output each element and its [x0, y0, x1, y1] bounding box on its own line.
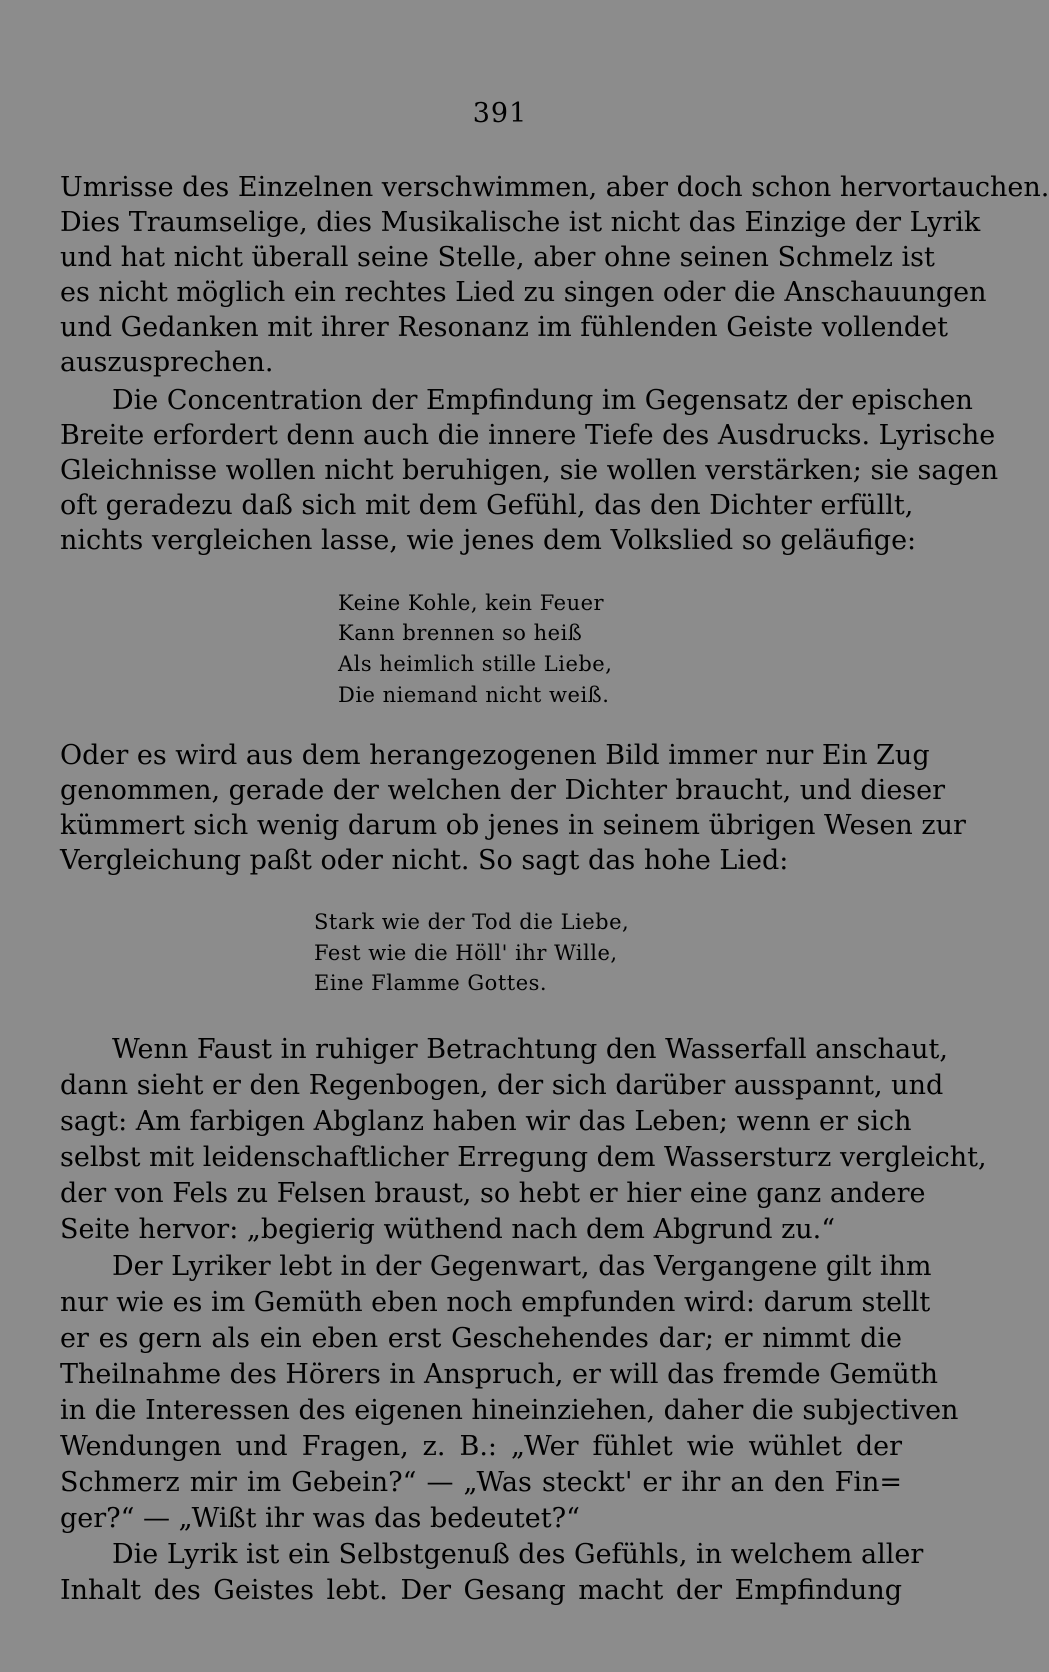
text-line: genommen, gerade der welchen der Dichter braucht, und dieser	[60, 775, 946, 806]
text-line: es nicht möglich ein rechtes Lied zu singen oder die Anschauungen	[60, 277, 987, 308]
page-number: 391	[472, 98, 528, 129]
text-line: und Gedanken mit ihrer Resonanz im fühlenden Geiste vollendet	[60, 312, 948, 343]
text-line: Wendungen und Fragen, z. B.: „Wer fühlet wie wühlet der	[60, 1431, 902, 1462]
verse-line: Eine Flamme Gottes.	[314, 971, 548, 995]
text-line: Umrisse des Einzelnen verschwimmen, aber doch schon hervortauchen.	[60, 172, 1049, 203]
text-line: Schmerz mir im Gebein?“ — „Was steckt' er ihr an den Fin=	[60, 1467, 902, 1498]
verse-line: Die niemand nicht weiß.	[338, 683, 610, 707]
text-line: nichts vergleichen lasse, wie jenes dem Volkslied so geläufige:	[60, 525, 917, 556]
text-line: Theilnahme des Hörers in Anspruch, er will das fremde Gemüth	[60, 1359, 939, 1390]
verse-line: Keine Kohle, kein Feuer	[338, 591, 605, 615]
verse-line: Fest wie die Höll' ihr Wille,	[314, 941, 618, 965]
verse-line: Stark wie der Tod die Liebe,	[314, 910, 630, 934]
text-line: Vergleichung paßt oder nicht. So sagt das hohe Lied:	[60, 845, 789, 876]
verse-line: Kann brennen so heiß	[338, 621, 583, 645]
text-line: Die Lyrik ist ein Selbstgenuß des Gefühls, in welchem aller	[112, 1539, 924, 1570]
text-line: Wenn Faust in ruhiger Betrachtung den Wasserfall anschaut,	[112, 1034, 948, 1065]
text-line: Seite hervor: „begierig wüthend nach dem Abgrund zu.“	[60, 1214, 836, 1245]
text-line: in die Interessen des eigenen hineinziehen, daher die subjectiven	[60, 1395, 959, 1426]
text-line: dann sieht er den Regenbogen, der sich darüber ausspannt, und	[60, 1070, 944, 1101]
text-line: und hat nicht überall seine Stelle, aber ohne seinen Schmelz ist	[60, 242, 935, 273]
text-line: er es gern als ein eben erst Geschehendes dar; er nimmt die	[60, 1323, 902, 1354]
text-line: der von Fels zu Felsen braust, so hebt er hier eine ganz andere	[60, 1178, 926, 1209]
text-line: selbst mit leidenschaftlicher Erregung dem Wassersturz vergleicht,	[60, 1142, 987, 1173]
text-line: ger?“ — „Wißt ihr was das bedeutet?“	[60, 1503, 580, 1534]
text-line: oft geradezu daß sich mit dem Gefühl, das den Dichter erfüllt,	[60, 490, 914, 521]
text-line: Inhalt des Geistes lebt. Der Gesang macht der Empfindung	[60, 1575, 902, 1606]
text-line: Gleichnisse wollen nicht beruhigen, sie wollen verstärken; sie sagen	[60, 455, 999, 486]
text-line: nur wie es im Gemüth eben noch empfunden wird: darum stellt	[60, 1287, 931, 1318]
text-line: kümmert sich wenig darum ob jenes in seinem übrigen Wesen zur	[60, 810, 966, 841]
text-line: Die Concentration der Empfindung im Gegensatz der epischen	[112, 385, 973, 416]
text-line: sagt: Am farbigen Abglanz haben wir das Leben; wenn er sich	[60, 1106, 912, 1137]
text-line: Dies Traumselige, dies Musikalische ist nicht das Einzige der Lyrik	[60, 207, 981, 238]
text-line: Oder es wird aus dem herangezogenen Bild immer nur Ein Zug	[60, 740, 930, 771]
text-line: Breite erfordert denn auch die innere Tiefe des Ausdrucks. Lyrische	[60, 420, 996, 451]
text-line: auszusprechen.	[60, 347, 274, 378]
text-line: Der Lyriker lebt in der Gegenwart, das Vergangene gilt ihm	[112, 1251, 932, 1282]
verse-line: Als heimlich stille Liebe,	[338, 652, 613, 676]
